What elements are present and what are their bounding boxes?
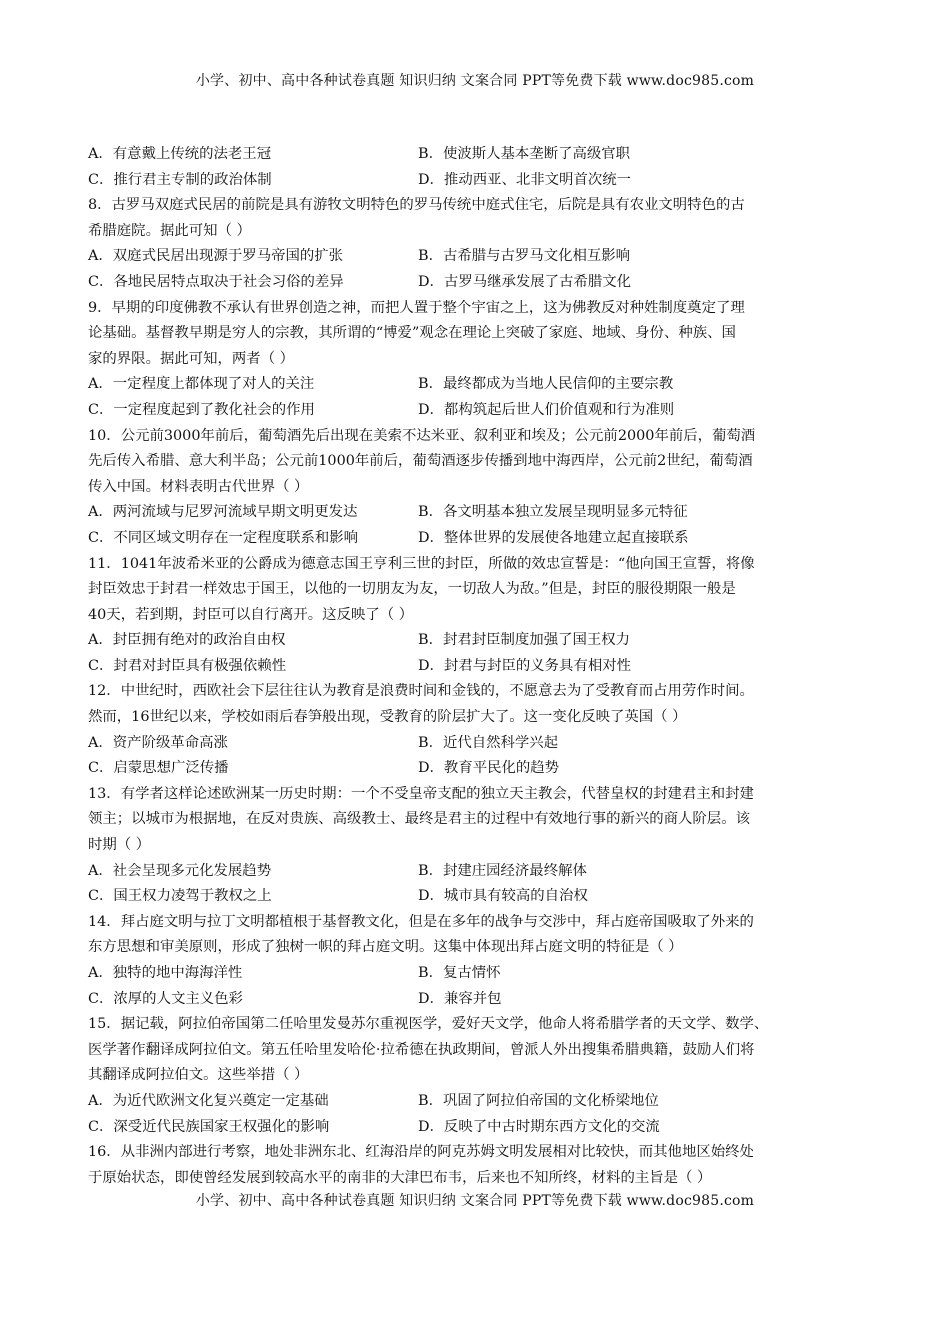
answer-option: C．浓厚的人文主义色彩 (88, 990, 243, 1007)
question-text-line: 医学著作翻译成阿拉伯文。第五任哈里发哈伦·拉希德在执政期间，曾派人外出搜集希腊典籍，鼓励人们将 (88, 1041, 755, 1058)
options-grid (88, 628, 868, 679)
question-block (88, 424, 868, 552)
question-block (88, 910, 868, 1012)
answer-option: B．古希腊与古罗马文化相互影响 (418, 248, 631, 265)
question-text-line: 40天，若到期，封臣可以自行离开。这反映了（ ） (88, 606, 414, 623)
question-text-line: 论基础。基督教早期是穷人的宗教，其所谓的“博爱”观念在理论上突破了家庭、地域、身份、种族、国 (88, 325, 736, 342)
question-block (88, 1140, 868, 1191)
answer-option: A．双庭式民居出现源于罗马帝国的扩张 (88, 248, 344, 265)
answer-option: B．复古情怀 (418, 965, 501, 981)
question-block (88, 782, 868, 910)
question-block (88, 679, 868, 781)
question-text-line: 10．公元前3000年前后，葡萄酒先后出现在美索不达米亚、叙利亚和埃及；公元前2000年前后，葡萄酒 (88, 427, 756, 444)
options-grid (88, 859, 868, 910)
options-grid (88, 500, 868, 551)
question-text-line: 于原始状态，即使曾经发展到较高水平的南非的大津巴布韦，后来也不知所终，材料的主旨是（ ） (88, 1169, 712, 1186)
answer-option: B．封建庄园经济最终解体 (418, 862, 587, 879)
question-text-line: 东方思想和审美原则，形成了独树一帜的拜占庭文明。这集中体现出拜占庭文明的特征是（ ） (88, 939, 683, 956)
question-text-line: 然而，16世纪以来，学校如雨后春笋般出现，受教育的阶层扩大了。这一变化反映了英国（ ） (88, 709, 687, 726)
question-text-line: 12．中世纪时，西欧社会下层往往认为教育是浪费时间和金钱的，不愿意去为了受教育而占用劳作时间。 (88, 683, 754, 700)
answer-option: C．国王权力凌驾于教权之上 (88, 888, 272, 905)
question-text-line: 时期（ ） (88, 837, 151, 854)
answer-option: D．封君与封臣的义务具有相对性 (418, 657, 632, 674)
question-block (88, 296, 868, 424)
page-footer: 小学、初中、高中各种试卷真题 知识归纳 文案合同 PPT等免费下载 www.doc985.com (195, 1193, 755, 1209)
answer-option: C．启蒙思想广泛传播 (88, 760, 229, 777)
answer-option: A．封臣拥有绝对的政治自由权 (88, 632, 286, 649)
answer-option: D．古罗马继承发展了古希腊文化 (418, 273, 632, 290)
answer-option: A．一定程度上都体现了对人的关注 (88, 376, 315, 393)
answer-option: C．推行君主专制的政治体制 (88, 171, 272, 188)
question-text-line: 封臣效忠于封君一样效忠于国王，以他的一切朋友为友，一切敌人为敌。”但是，封臣的服役期限一般是 (88, 581, 736, 598)
options-grid (88, 142, 868, 193)
question-text-line: 14．拜占庭文明与拉丁文明都植根于基督教文化，但是在多年的战争与交涉中，拜占庭帝国吸取了外来的 (88, 913, 754, 930)
answer-option: C．封君对封臣具有极强依赖性 (88, 657, 287, 674)
question-text-line: 8．古罗马双庭式民居的前院是具有游牧文明特色的罗马传统中庭式住宅，后院是具有农业文明特色的古 (88, 197, 745, 214)
question-text-line: 家的界限。据此可知，两者（ ） (88, 350, 295, 367)
question-text-line: 先后传入希腊、意大利半岛；公元前1000年前后，葡萄酒逐步传播到地中海西岸，公元前2世纪，葡萄酒 (88, 453, 753, 470)
answer-option: C．深受近代民族国家王权强化的影响 (88, 1118, 330, 1135)
options-grid (88, 244, 868, 295)
answer-option: A．资产阶级革命高涨 (88, 734, 228, 751)
question-text-line: 15．据记载，阿拉伯帝国第二任哈里发曼苏尔重视医学，爱好天文学，他命人将希腊学者的天文学、数学、 (88, 1016, 769, 1033)
question-text-line: 传入中国。材料表明古代世界（ ） (88, 478, 309, 495)
answer-option: A．独特的地中海海洋性 (88, 965, 243, 981)
question-text-line: 领主；以城市为根据地，在反对贵族、高级教士、最终是君主的过程中有效地行事的新兴的商人阶层。该 (88, 811, 750, 828)
answer-option: D．反映了中古时期东西方文化的交流 (418, 1118, 660, 1135)
answer-option: D．教育平民化的趋势 (418, 760, 560, 777)
question-block (88, 193, 868, 295)
answer-option: B．近代自然科学兴起 (418, 734, 559, 751)
answer-option: B．封君封臣制度加强了国王权力 (418, 632, 631, 649)
question-block (88, 142, 868, 193)
question-text-line: 希腊庭院。据此可知（ ） (88, 222, 251, 239)
answer-option: B．巩固了阿拉伯帝国的文化桥梁地位 (418, 1092, 659, 1109)
answer-option: D．都构筑起后世人们价值观和行为准则 (418, 401, 675, 418)
question-block (88, 552, 868, 680)
answer-option: C．一定程度起到了教化社会的作用 (88, 401, 315, 418)
question-text-line: 13．有学者这样论述欧洲某一历史时期：一个不受皇帝支配的独立天主教会，代替皇权的封建君主和封建 (88, 785, 754, 802)
answer-option: A．社会呈现多元化发展趋势 (88, 862, 272, 879)
options-grid (88, 731, 868, 782)
answer-option: A．为近代欧洲文化复兴奠定一定基础 (88, 1092, 329, 1109)
answer-option: B．最终都成为当地人民信仰的主要宗教 (418, 376, 674, 393)
answer-option: A．有意戴上传统的法老王冠 (88, 146, 272, 162)
answer-option: D．城市具有较高的自治权 (418, 888, 588, 905)
answer-option: C．不同区域文明存在一定程度联系和影响 (88, 529, 359, 546)
options-grid (88, 1089, 868, 1140)
page-header: 小学、初中、高中各种试卷真题 知识归纳 文案合同 PPT等免费下载 www.doc985.com (195, 73, 755, 89)
question-text-line: 其翻译成阿拉伯文。这些举措（ ） (88, 1067, 309, 1084)
question-block (88, 1012, 868, 1140)
answer-option: B．各文明基本独立发展呈现明显多元特征 (418, 504, 688, 521)
answer-option: D．兼容并包 (418, 990, 502, 1007)
question-list (88, 142, 868, 1191)
answer-option: A．两河流域与尼罗河流域早期文明更发达 (88, 504, 358, 521)
options-grid (88, 961, 868, 1012)
answer-option: B．使波斯人基本垄断了高级官职 (418, 146, 631, 162)
question-text-line: 16．从非洲内部进行考察，地处非洲东北、红海沿岸的阿克苏姆文明发展相对比较快，而其他地区始终处 (88, 1144, 754, 1161)
options-grid (88, 372, 868, 423)
question-text-line: 11．1041年波希米亚的公爵成为德意志国王亨利三世的封臣，所做的效忠宣誓是：“他向国王宣誓，将像 (88, 555, 755, 572)
answer-option: D．整体世界的发展使各地建立起直接联系 (418, 529, 689, 546)
answer-option: C．各地民居特点取决于社会习俗的差异 (88, 273, 344, 290)
question-text-line: 9．早期的印度佛教不承认有世界创造之神，而把人置于整个宇宙之上，这为佛教反对种姓制度奠定了理 (88, 299, 745, 316)
answer-option: D．推动西亚、北非文明首次统一 (418, 171, 632, 188)
